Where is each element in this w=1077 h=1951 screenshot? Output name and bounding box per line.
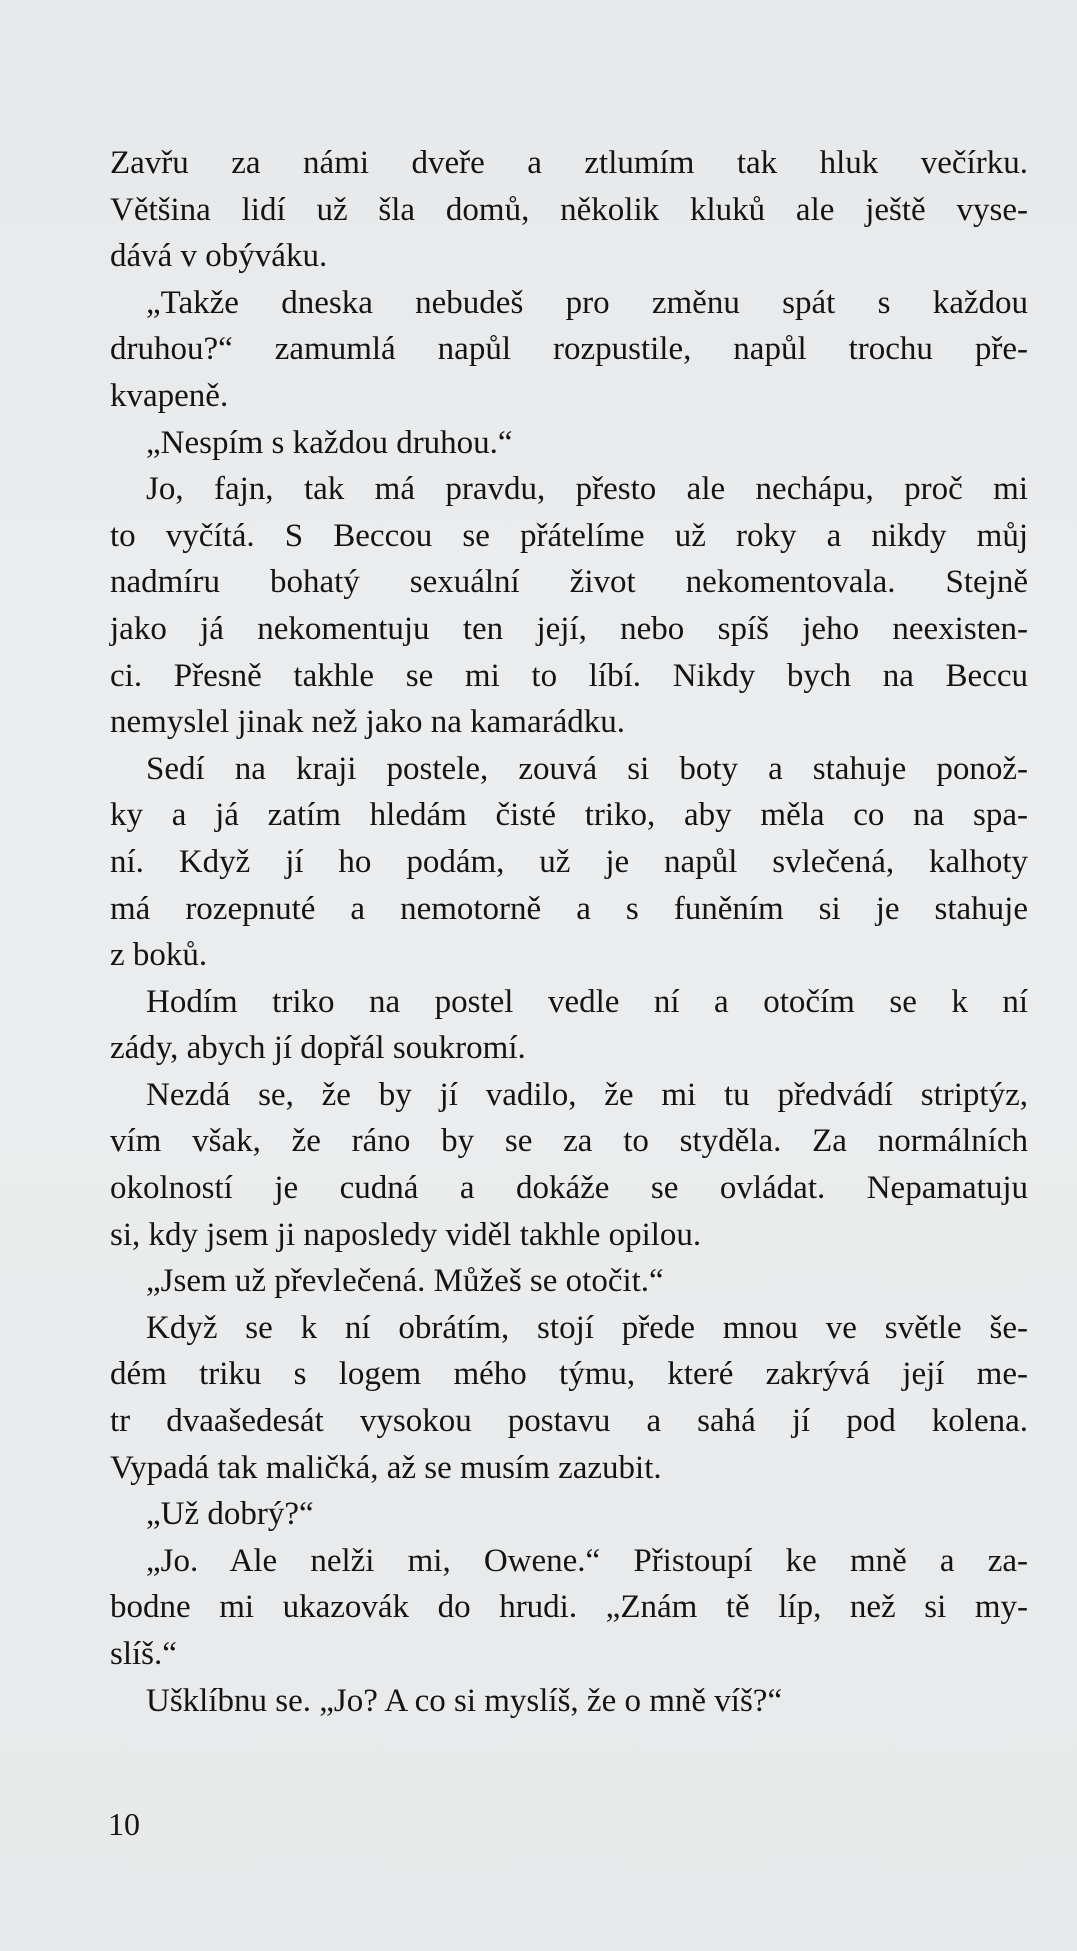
text-line: Vypadá tak maličká, až se musím zazubit. [110,1449,662,1486]
text-line: Sedí na kraji postele, zouvá si boty a stahuje ponož- [146,750,1028,787]
text-line: vím však, že ráno by se za to styděla. Za normálních [110,1123,1028,1160]
paragraph [110,420,1028,467]
paragraph [110,1538,1028,1678]
paragraph [110,746,1028,979]
text-line: slíš.“ [110,1636,177,1672]
paragraph [110,1305,1028,1491]
text-line: tr dvaašedesát vysokou postavu a sahá jí pod kolena. [110,1403,1028,1440]
paragraph [110,1258,1028,1305]
body-text [110,140,1028,1724]
text-line: to vyčítá. S Beccou se přátelíme už roky a nikdy můj [110,517,1028,554]
text-line: nemyslel jinak než jako na kamarádku. [110,704,625,741]
text-line: Ušklíbnu se. „Jo? A co si myslíš, že o mně víš?“ [146,1682,783,1719]
text-line: druhou?“ zamumlá napůl rozpustile, napůl trochu pře- [110,331,1028,368]
paragraph [110,140,1028,280]
text-line: Většina lidí už šla domů, několik kluků ale ještě vyse- [110,191,1028,228]
text-line: bodne mi ukazovák do hrudi. „Znám tě líp, než si my- [110,1589,1028,1626]
text-line: ci. Přesně takhle se mi to líbí. Nikdy bych na Beccu [110,657,1028,694]
text-line: zády, abych jí dopřál soukromí. [110,1030,526,1067]
text-line: ky a já zatím hledám čisté triko, aby měla co na spa- [110,797,1028,834]
paragraph [110,280,1028,420]
text-line: „Nespím s každou druhou.“ [146,424,513,461]
text-line: Nezdá se, že by jí vadilo, že mi tu předvádí striptýz, [146,1076,1028,1113]
page-number: 10 [108,1806,140,1842]
text-line: z boků. [110,937,208,974]
paragraph [110,466,1028,746]
paragraph [110,979,1028,1072]
paragraph [110,1072,1028,1258]
text-line: Jo, fajn, tak má pravdu, přesto ale nechápu, proč mi [146,471,1028,508]
paragraph [110,1678,1028,1725]
text-line: Zavřu za námi dveře a ztlumím tak hluk večírku. [110,145,1028,181]
paragraph [110,1491,1028,1538]
text-line: dém triku s logem mého týmu, které zakrývá její me- [110,1356,1028,1393]
text-line: „Už dobrý?“ [146,1496,314,1533]
text-line: jako já nekomentuju ten její, nebo spíš jeho neexisten- [110,610,1028,647]
text-line: „Takže dneska nebudeš pro změnu spát s každou [146,284,1028,321]
text-line: okolností je cudná a dokáže se ovládat. Nepamatuju [110,1170,1028,1207]
text-line: Když se k ní obrátím, stojí přede mnou ve světle še- [146,1309,1028,1346]
text-line: má rozepnuté a nemotorně a s funěním si je stahuje [110,890,1028,927]
text-line: „Jo. Ale nelži mi, Owene.“ Přistoupí ke mně a za- [146,1542,1028,1579]
text-line: nadmíru bohatý sexuální život nekomentovala. Stejně [110,564,1028,601]
text-line: dává v obýváku. [110,238,328,275]
text-line: „Jsem už převlečená. Můžeš se otočit.“ [146,1263,664,1300]
text-line: Hodím triko na postel vedle ní a otočím se k ní [146,983,1028,1020]
text-line: ní. Když jí ho podám, už je napůl svlečená, kalhoty [110,843,1028,880]
text-line: si, kdy jsem ji naposledy viděl takhle opilou. [110,1216,702,1253]
text-line: kvapeně. [110,377,229,414]
